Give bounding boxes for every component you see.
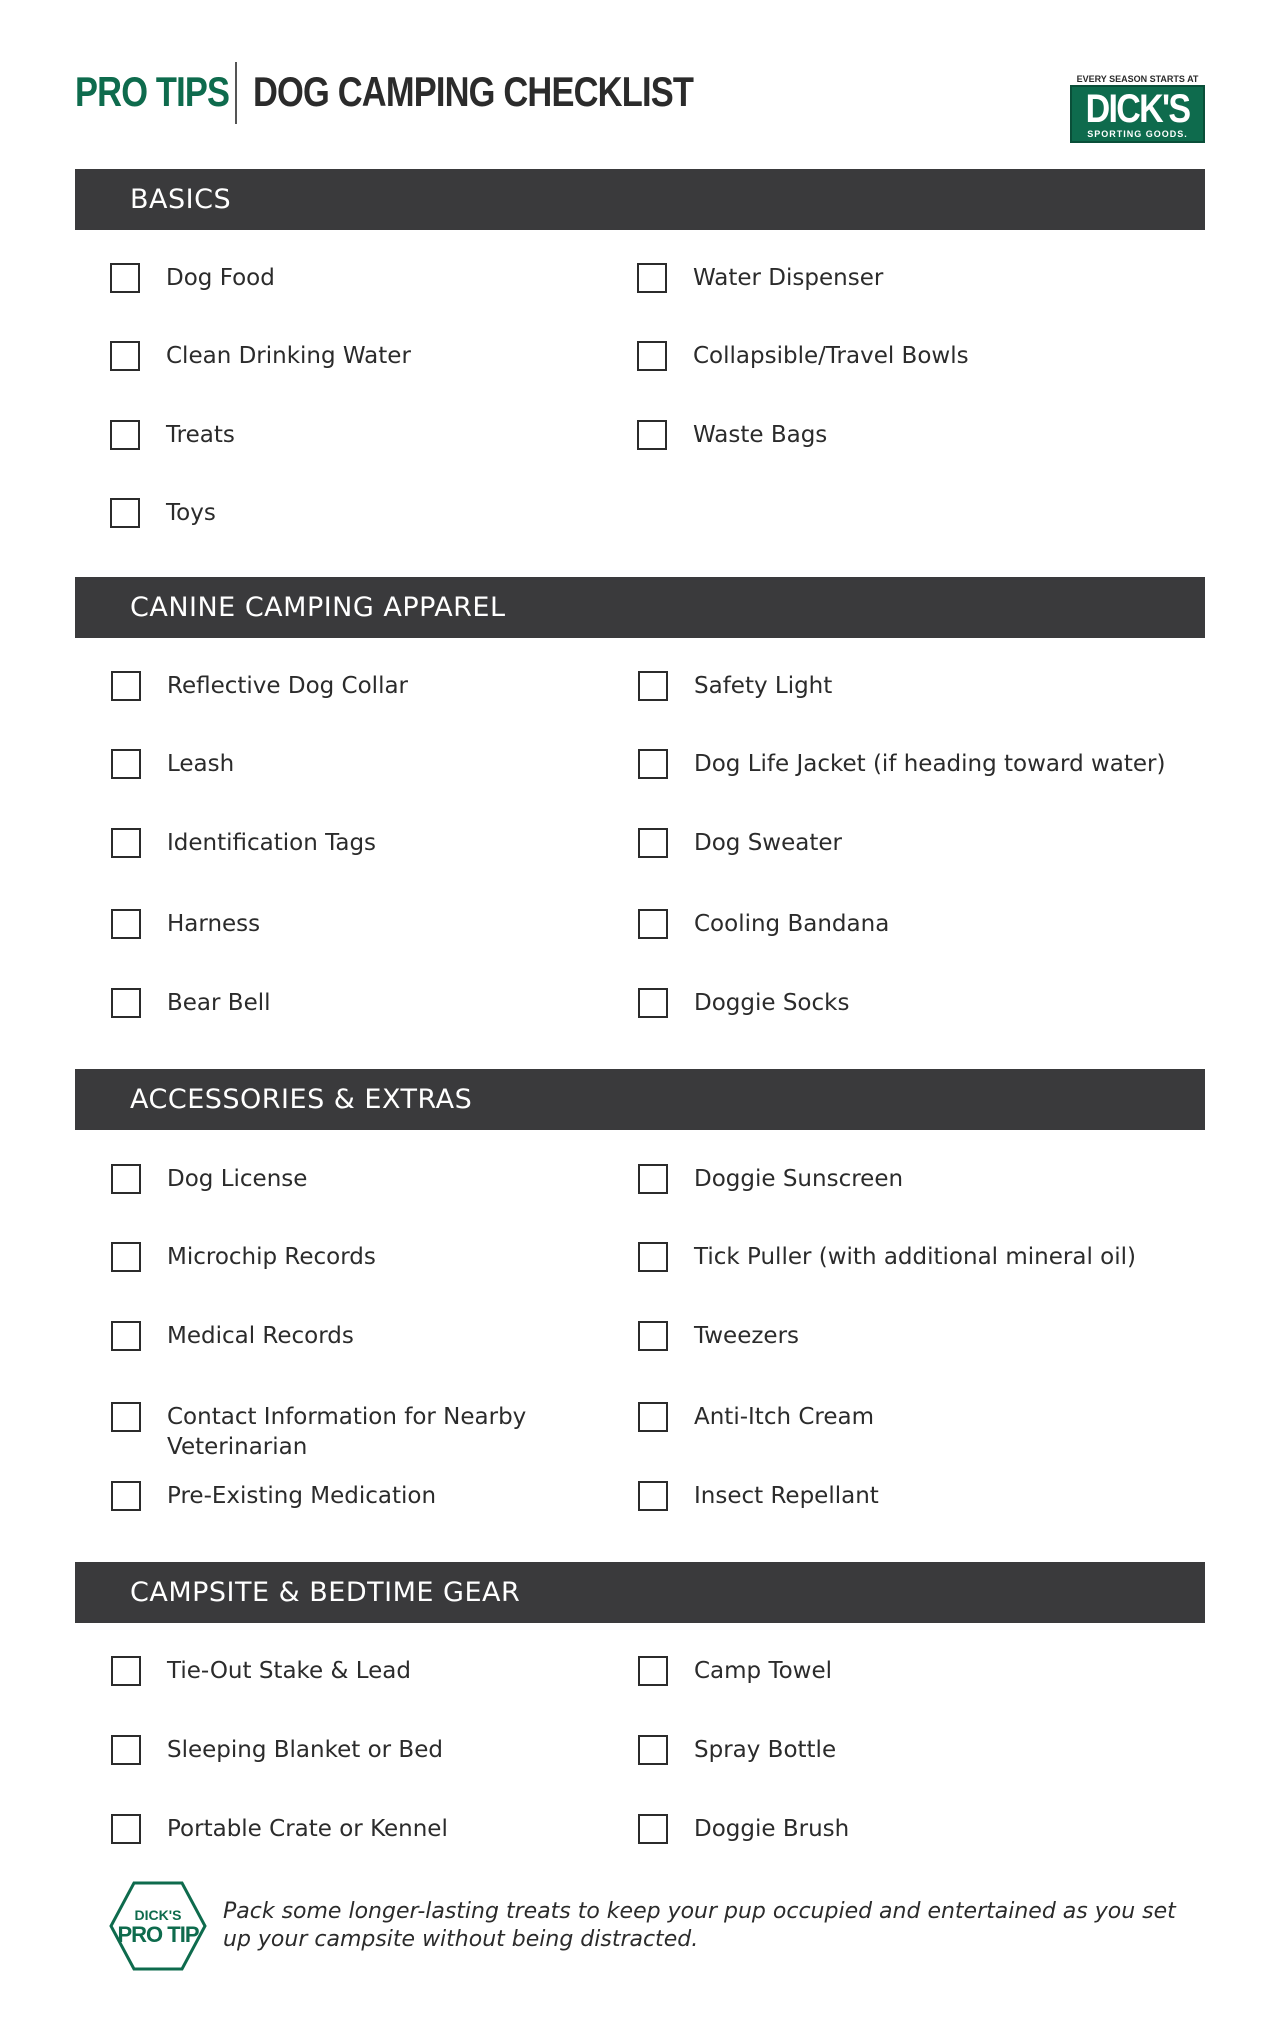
checkbox[interactable] xyxy=(638,1735,668,1765)
item-label: Sleeping Blanket or Bed xyxy=(167,1737,443,1763)
section-header-campsite xyxy=(75,1562,1205,1623)
item-label: Medical Records xyxy=(167,1323,354,1349)
item-label: Safety Light xyxy=(694,673,833,699)
checkbox[interactable] xyxy=(637,263,667,293)
item-label: Doggie Socks xyxy=(694,990,850,1016)
item-label: Contact Information for Nearby Veterinarian xyxy=(167,1404,527,1460)
item-label: Cooling Bandana xyxy=(694,911,890,937)
item-label: Reflective Dog Collar xyxy=(167,673,409,699)
item-label: Harness xyxy=(167,911,261,937)
checkbox[interactable] xyxy=(111,988,141,1018)
item-label: Bear Bell xyxy=(167,990,271,1016)
section-title: CAMPSITE & BEDTIME GEAR xyxy=(130,1577,521,1608)
pro-tip-text: Pack some longer-lasting treats to keep your pup occupied and entertained as you set up your campsite without being distracted. xyxy=(223,1899,1176,1952)
checkbox[interactable] xyxy=(638,1402,668,1432)
checkbox[interactable] xyxy=(638,909,668,939)
item-label: Insect Repellant xyxy=(694,1483,879,1509)
item-label: Identification Tags xyxy=(167,830,377,856)
section-title: ACCESSORIES & EXTRAS xyxy=(130,1084,473,1115)
item-label: Spray Bottle xyxy=(694,1737,837,1763)
badge-top-text: DICK'S xyxy=(134,1907,182,1923)
checkbox[interactable] xyxy=(638,828,668,858)
logo-tagline: EVERY SEASON STARTS AT xyxy=(1076,74,1199,84)
checkbox[interactable] xyxy=(110,498,140,528)
item-label: Pre-Existing Medication xyxy=(167,1483,437,1509)
item-label: Collapsible/Travel Bowls xyxy=(693,343,969,369)
checkbox[interactable] xyxy=(638,671,668,701)
checkbox[interactable] xyxy=(110,420,140,450)
checkbox[interactable] xyxy=(111,828,141,858)
pro-tip xyxy=(108,1880,1208,1980)
checkbox[interactable] xyxy=(637,420,667,450)
checkbox[interactable] xyxy=(111,1656,141,1686)
checkbox[interactable] xyxy=(110,263,140,293)
checkbox[interactable] xyxy=(110,341,140,371)
checkbox[interactable] xyxy=(111,1735,141,1765)
item-label: Waste Bags xyxy=(693,422,828,448)
checkbox[interactable] xyxy=(638,1814,668,1844)
item-label: Dog Sweater xyxy=(694,830,842,856)
logo-name: DICK'S xyxy=(1085,87,1190,131)
item-label: Clean Drinking Water xyxy=(166,343,411,369)
item-label: Tick Puller (with additional mineral oil) xyxy=(694,1244,1136,1270)
item-label: Microchip Records xyxy=(167,1244,376,1270)
item-label: Toys xyxy=(166,500,216,526)
item-label: Water Dispenser xyxy=(693,265,884,291)
section-title: CANINE CAMPING APPAREL xyxy=(130,592,506,623)
item-label: Anti-Itch Cream xyxy=(694,1404,875,1430)
checkbox[interactable] xyxy=(111,1321,141,1351)
logo-box xyxy=(1070,85,1205,143)
item-label: Dog License xyxy=(167,1166,308,1192)
checkbox[interactable] xyxy=(111,1402,141,1432)
checkbox[interactable] xyxy=(638,988,668,1018)
item-label: Leash xyxy=(167,751,235,777)
item-label: Dog Life Jacket (if heading toward water) xyxy=(694,751,1166,777)
item-label: Dog Food xyxy=(166,265,275,291)
checkbox[interactable] xyxy=(638,749,668,779)
checkbox[interactable] xyxy=(111,1814,141,1844)
checkbox[interactable] xyxy=(637,341,667,371)
checkbox[interactable] xyxy=(111,749,141,779)
checkbox[interactable] xyxy=(638,1481,668,1511)
item-label: Portable Crate or Kennel xyxy=(167,1816,448,1842)
logo-subname: SPORTING GOODS. xyxy=(1087,129,1188,139)
checkbox[interactable] xyxy=(111,671,141,701)
item-label: Doggie Sunscreen xyxy=(694,1166,904,1192)
item-label: Doggie Brush xyxy=(694,1816,850,1842)
section-header-basics xyxy=(75,169,1205,230)
checkbox[interactable] xyxy=(111,1481,141,1511)
checkbox[interactable] xyxy=(111,909,141,939)
page-header xyxy=(75,60,1205,160)
header-divider xyxy=(235,62,237,124)
section-title: BASICS xyxy=(130,184,232,215)
checkbox[interactable] xyxy=(111,1164,141,1194)
pro-tips-label: PRO TIPS xyxy=(75,68,230,115)
checkbox[interactable] xyxy=(638,1656,668,1686)
page-title: DOG CAMPING CHECKLIST xyxy=(253,68,694,115)
pro-tip-badge-icon xyxy=(108,1880,208,1972)
item-label: Tie-Out Stake & Lead xyxy=(167,1658,412,1684)
checkbox[interactable] xyxy=(111,1242,141,1272)
item-label: Camp Towel xyxy=(694,1658,833,1684)
checkbox[interactable] xyxy=(638,1164,668,1194)
item-label: Treats xyxy=(166,422,235,448)
checkbox[interactable] xyxy=(638,1242,668,1272)
section-header-accessories xyxy=(75,1069,1205,1130)
dicks-logo xyxy=(1070,74,1205,145)
checkbox[interactable] xyxy=(638,1321,668,1351)
section-header-apparel xyxy=(75,577,1205,638)
item-label: Tweezers xyxy=(694,1323,800,1349)
badge-bottom-text: PRO TIP xyxy=(117,1922,199,1947)
